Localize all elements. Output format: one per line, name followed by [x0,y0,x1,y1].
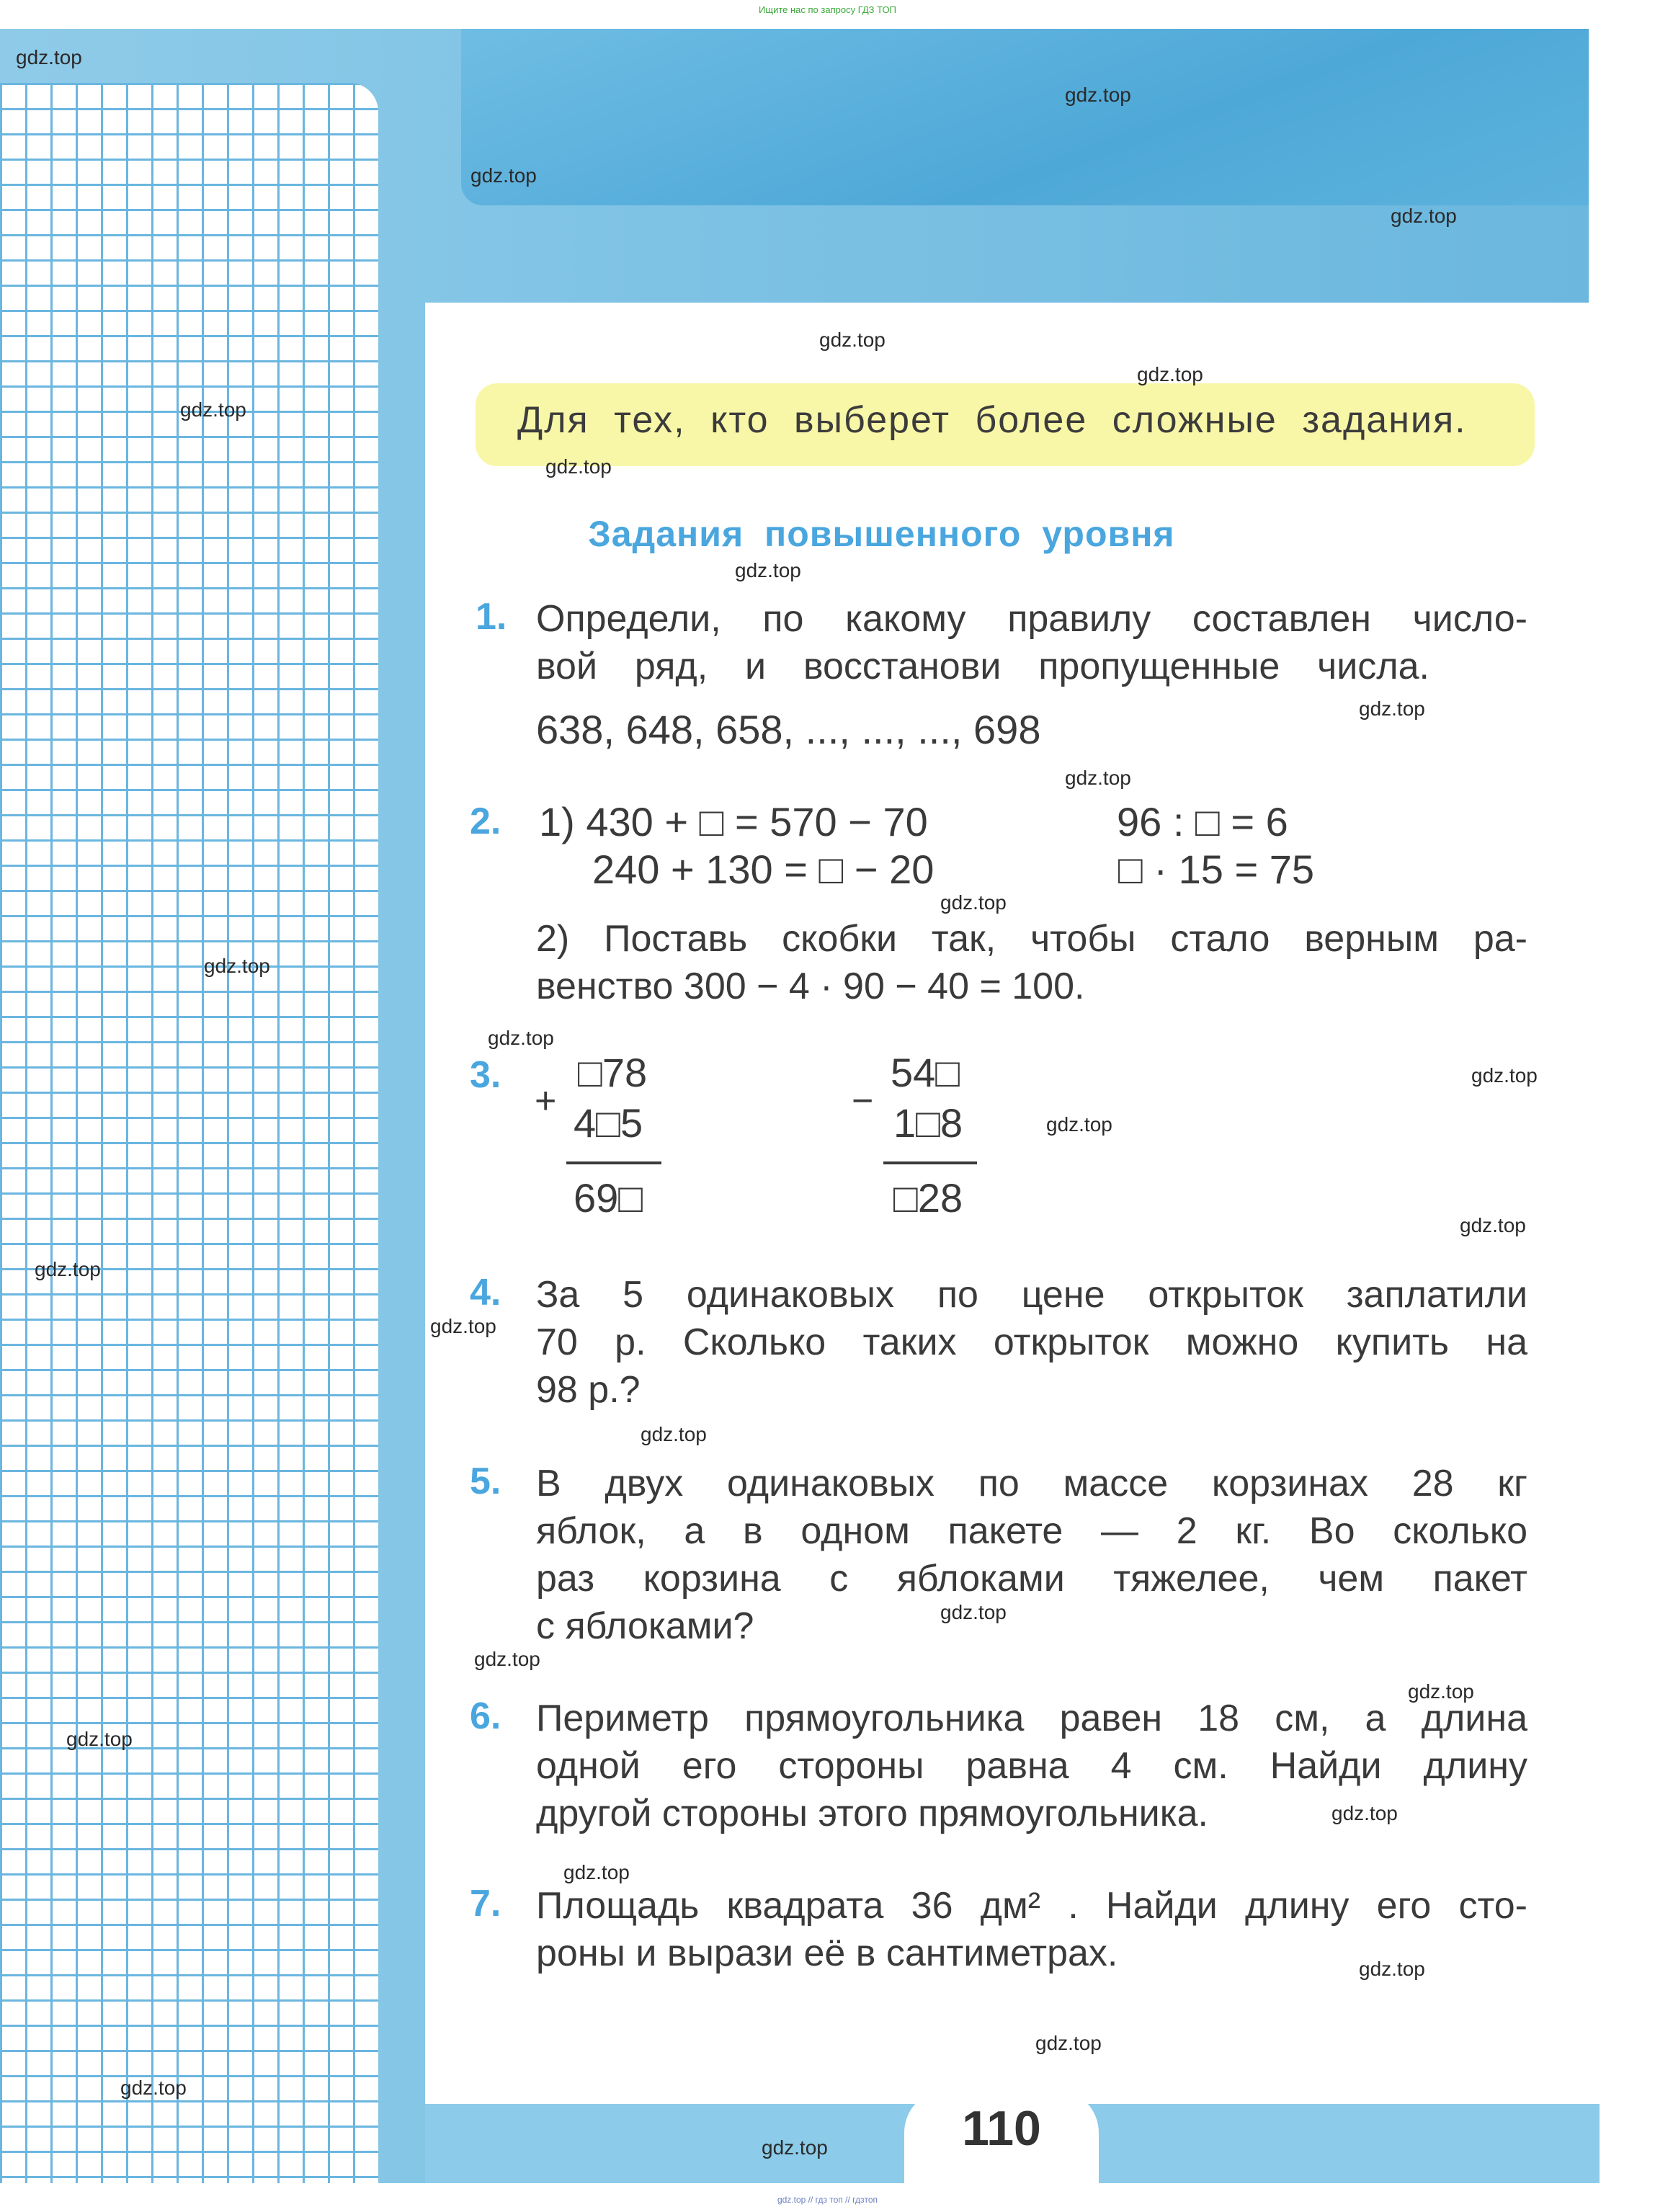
section-heading: Задания повышенного уровня [588,514,1175,554]
watermark: gdz.top [563,1861,630,1883]
minus-sign: − [852,1080,874,1122]
bottom-note: gdz.top // гдз топ // гдзтоп [777,2195,878,2205]
watermark: gdz.top [940,891,1007,914]
watermark: gdz.top [1035,2032,1102,2054]
watermark: gdz.top [470,164,537,187]
task-number: 1. [476,596,507,638]
minuend: 54□ [891,1050,960,1095]
task-number: 4. [470,1272,501,1314]
equation: 1) 430 + □ = 570 − 70 [539,799,928,844]
task-text: 2) Поставь скобки так, чтобы стало верным ра- [536,918,1527,960]
banner-text: Для тех, кто выберет более сложные задания. [517,399,1467,441]
difference-line [883,1161,977,1164]
header-decoration [461,29,1589,205]
difference: □28 [893,1175,963,1221]
watermark: gdz.top [1408,1680,1474,1703]
watermark: gdz.top [180,398,246,421]
task-number: 3. [470,1054,501,1096]
addend: 4□5 [574,1100,643,1146]
task-text: Площадь квадрата 36 дм² . Найди длину его сто- [536,1885,1527,1927]
watermark: gdz.top [1359,1958,1425,1980]
task-text: одной его стороны равна 4 см. Найди длину [536,1745,1527,1787]
task-text: вой ряд, и восстанови пропущенные числа. [536,646,1429,687]
watermark: gdz.top [1137,363,1203,385]
watermark: gdz.top [35,1258,101,1280]
page-number: 110 [962,2101,1041,2156]
watermark: gdz.top [545,455,612,478]
task-text: роны и вырази её в сантиметрах. [536,1932,1118,1974]
watermark: gdz.top [488,1027,554,1049]
task-number: 5. [470,1460,501,1502]
sum-line [566,1161,661,1164]
task-text: венство 300 − 4 · 90 − 40 = 100. [536,965,1085,1007]
watermark: gdz.top [430,1315,496,1337]
watermark: gdz.top [641,1423,707,1445]
watermark: gdz.top [735,559,801,581]
plus-sign: + [535,1080,557,1122]
equation: 96 : □ = 6 [1117,799,1288,844]
watermark: gdz.top [1065,767,1131,789]
task-text: 70 р. Сколько таких открыток можно купить на [536,1321,1527,1363]
task-text: Периметр прямоугольника равен 18 см, а длина [536,1698,1527,1739]
watermark: gdz.top [1471,1064,1538,1087]
task-number: 6. [470,1695,501,1737]
watermark: gdz.top [1065,84,1131,106]
watermark: gdz.top [16,46,82,68]
task-text: За 5 одинаковых по цене открыток заплатили [536,1274,1527,1316]
watermark: gdz.top [474,1648,540,1670]
task-text: другой стороны этого прямоугольника. [536,1793,1208,1834]
watermark: gdz.top [1460,1214,1526,1236]
watermark: gdz.top [1046,1113,1112,1136]
watermark: gdz.top [940,1601,1007,1623]
top-note: Ищите нас по запросу ГДЗ ТОП [759,4,896,15]
equation: 240 + 130 = □ − 20 [592,847,934,892]
task-text: Определи, по какому правилу составлен число- [536,598,1527,640]
watermark: gdz.top [1331,1802,1398,1824]
watermark: gdz.top [204,955,270,977]
task-text: 98 р.? [536,1369,641,1411]
sum: 69□ [574,1175,643,1221]
task-text: В двух одинаковых по массе корзинах 28 кг [536,1463,1527,1504]
watermark: gdz.top [762,2136,828,2159]
task-text: яблок, а в одном пакете — 2 кг. Во сколько [536,1510,1527,1552]
watermark: gdz.top [819,329,886,351]
watermark: gdz.top [120,2077,187,2099]
equation: □ · 15 = 75 [1118,847,1314,892]
addend: □78 [578,1050,648,1095]
task-text: раз корзина с яблоками тяжелее, чем пакет [536,1558,1527,1600]
watermark: gdz.top [1359,697,1425,720]
task-text: с яблоками? [536,1605,754,1647]
task-number: 7. [470,1883,501,1925]
number-series: 638, 648, 658, ..., ..., ..., 698 [536,707,1041,752]
watermark: gdz.top [66,1728,133,1750]
task-number: 2. [470,800,501,842]
subtrahend: 1□8 [893,1100,963,1146]
watermark: gdz.top [1391,205,1457,227]
